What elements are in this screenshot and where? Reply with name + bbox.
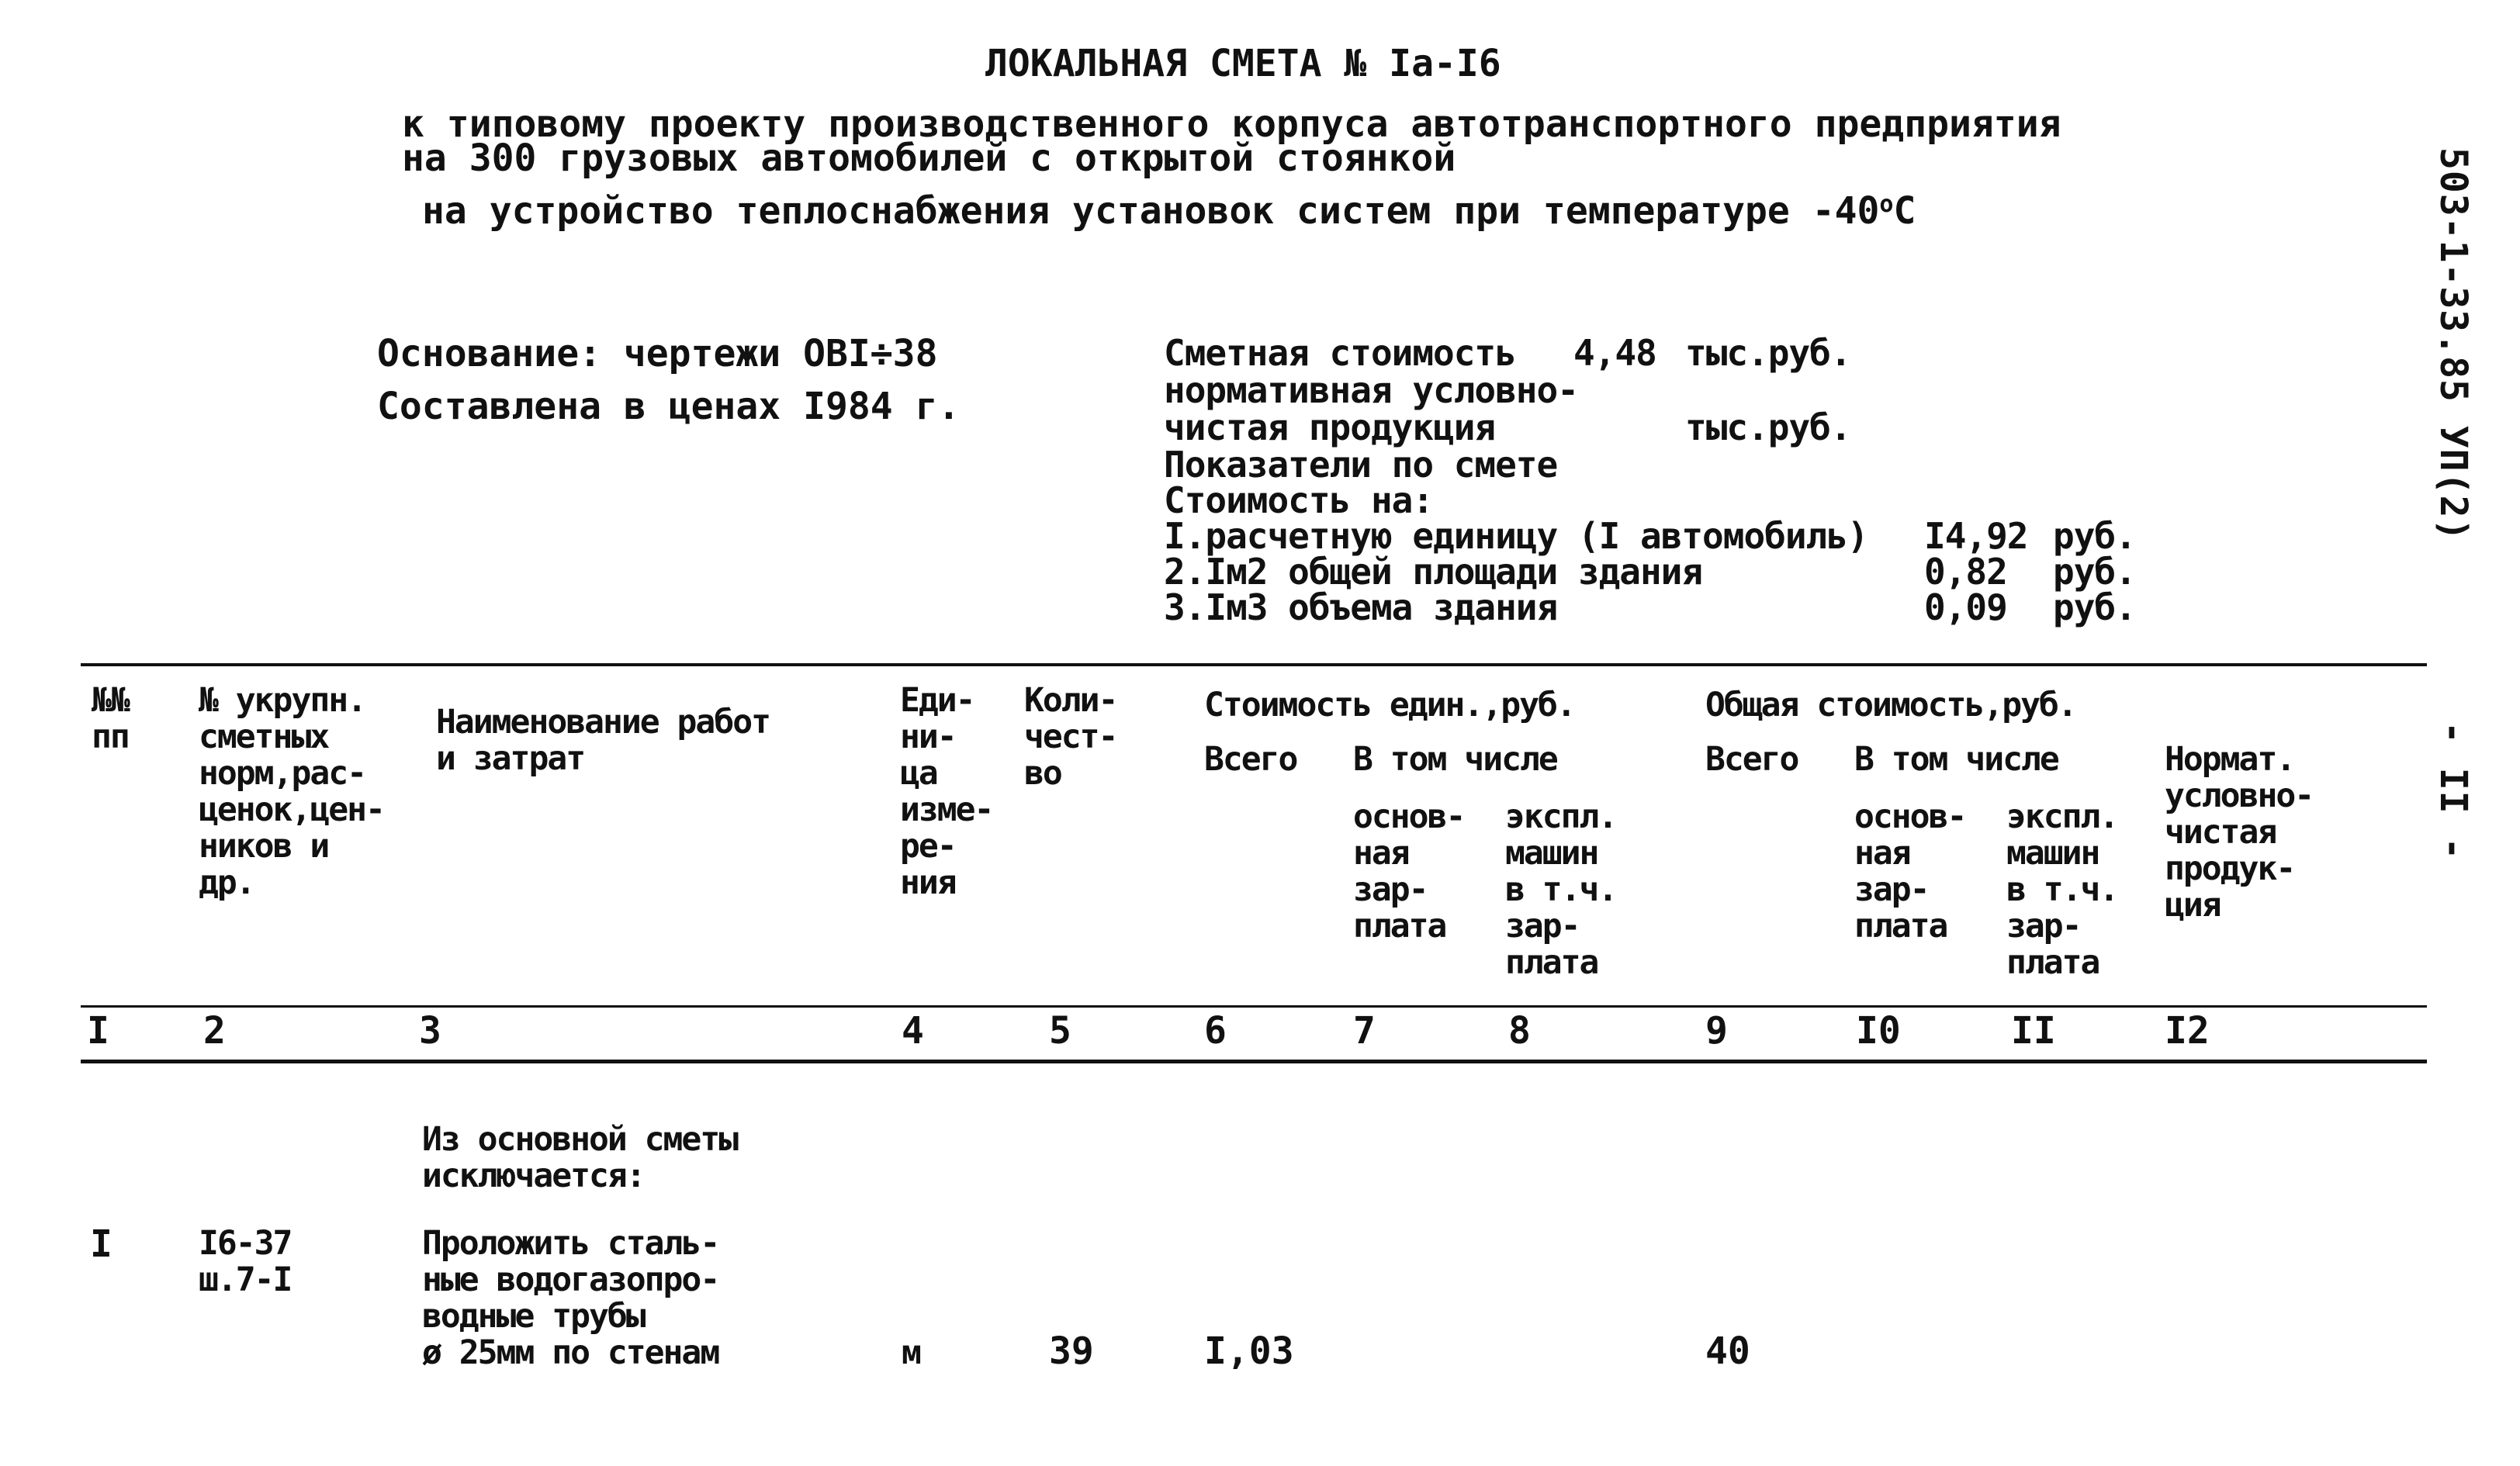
header-col-unit: Еди- ни- ца изме- ре- ния [900, 681, 993, 902]
header-total-cost-incl: В том числе [1854, 740, 2058, 779]
estimate-cost-unit: тыс.руб. [1685, 332, 1851, 374]
header-col-quantity: Коли- чест- во [1024, 681, 1117, 793]
estimate-cost-label: Сметная стоимость [1164, 332, 1516, 374]
header-col-net-product: Нормат. условно- чистая продук- ция [2165, 740, 2314, 925]
header-unit-cost-total: Всего [1204, 740, 1297, 779]
column-number: 9 [1705, 1009, 1728, 1053]
header-total-base-wage: основ- ная зар- плата [1854, 797, 1966, 946]
row-quantity: 39 [1049, 1329, 1094, 1373]
indicator-row-value: 0,09 [1924, 586, 2007, 628]
row-norm-code: I6-37 ш.7-I [199, 1224, 292, 1299]
indicator-row-label: 3.Iм3 объема здания [1164, 586, 1558, 628]
side-document-code: 503-1-33.85 УП(2) [2432, 147, 2475, 542]
row-unit: м [902, 1333, 920, 1372]
header-col-norm-code: № укрупн. сметных норм,рас- ценок,цен- ников и др. [199, 681, 384, 902]
basis-prices: Составлена в ценах I984 г. [377, 385, 961, 428]
row-total-cost: 40 [1705, 1329, 1750, 1373]
section-title: Из основной сметы исключается: [422, 1120, 738, 1195]
document-title: ЛОКАЛЬНАЯ СМЕТА № Iа-I6 [985, 42, 1501, 85]
column-number: 6 [1204, 1009, 1227, 1053]
indicator-row-label: 2.Iм2 общей площади здания [1164, 551, 1703, 593]
column-number: II [2011, 1009, 2056, 1053]
row-unit-cost-total: I,03 [1204, 1329, 1294, 1373]
indicators-heading: Показатели по смете [1164, 444, 1558, 486]
indicator-row-value: 0,82 [1924, 551, 2007, 593]
cost-per-heading: Стоимость на: [1164, 479, 1434, 521]
column-number: 3 [419, 1009, 441, 1053]
header-unit-cost-incl: В том числе [1353, 740, 1557, 779]
column-number: 5 [1049, 1009, 1071, 1053]
header-unit-cost-group: Стоимость един.,руб. [1204, 686, 1575, 724]
column-number: I [87, 1009, 109, 1053]
header-total-machine-cost: экспл. машин в т.ч. зар- плата [2006, 797, 2118, 982]
indicator-row-unit: руб. [2053, 551, 2136, 593]
column-number: 8 [1508, 1009, 1531, 1053]
purpose-text: на устройство теплоснабжения установок систем при температуре -40 [422, 189, 1880, 233]
indicator-row-unit: руб. [2053, 586, 2136, 628]
row-work-name: Проложить сталь- ные водогазопро- водные трубы ø 25мм по стенам [422, 1224, 719, 1372]
degree-mark: о [1879, 191, 1894, 218]
celsius-letter: С [1893, 189, 1916, 233]
purpose-line [422, 189, 1916, 233]
column-number: 4 [902, 1009, 924, 1053]
row-number: I [90, 1222, 112, 1266]
subtitle-line-1: к типовому проекту производственного корпуса автотранспортного предприятия [402, 102, 2061, 146]
indicator-row-value: I4,92 [1924, 515, 2028, 557]
column-number: I2 [2165, 1009, 2210, 1053]
net-product-label-1: нормативная условно- [1164, 369, 1578, 411]
net-product-unit: тыс.руб. [1685, 406, 1851, 448]
basis-drawings: Основание: чертежи ОВI÷38 [377, 332, 938, 375]
estimate-cost-value: 4,48 [1573, 332, 1656, 374]
net-product-label-2: чистая продукция [1164, 406, 1496, 448]
header-total-cost-group: Общая стоимость,руб. [1705, 686, 2076, 724]
column-numbers-rule [81, 1060, 2427, 1063]
page-number: - II - [2432, 721, 2475, 861]
indicator-row-label: I.расчетную единицу (I автомобиль) [1164, 515, 1868, 557]
column-number: 7 [1353, 1009, 1376, 1053]
header-divider-rule [81, 1005, 2427, 1008]
column-number: 2 [203, 1009, 226, 1053]
header-total-cost-total: Всего [1705, 740, 1798, 779]
header-unit-base-wage: основ- ная зар- плата [1353, 797, 1465, 946]
header-col-row-number: №№ пп [92, 681, 129, 756]
header-col-work-name: Наименование работ и затрат [436, 703, 770, 778]
header-unit-machine-cost: экспл. машин в т.ч. зар- плата [1505, 797, 1617, 982]
indicator-row-unit: руб. [2053, 515, 2136, 557]
table-top-rule [81, 663, 2427, 666]
column-number: I0 [1856, 1009, 1901, 1053]
subtitle-line-2: на 300 грузовых автомобилей с открытой стоянкой [402, 137, 1456, 180]
